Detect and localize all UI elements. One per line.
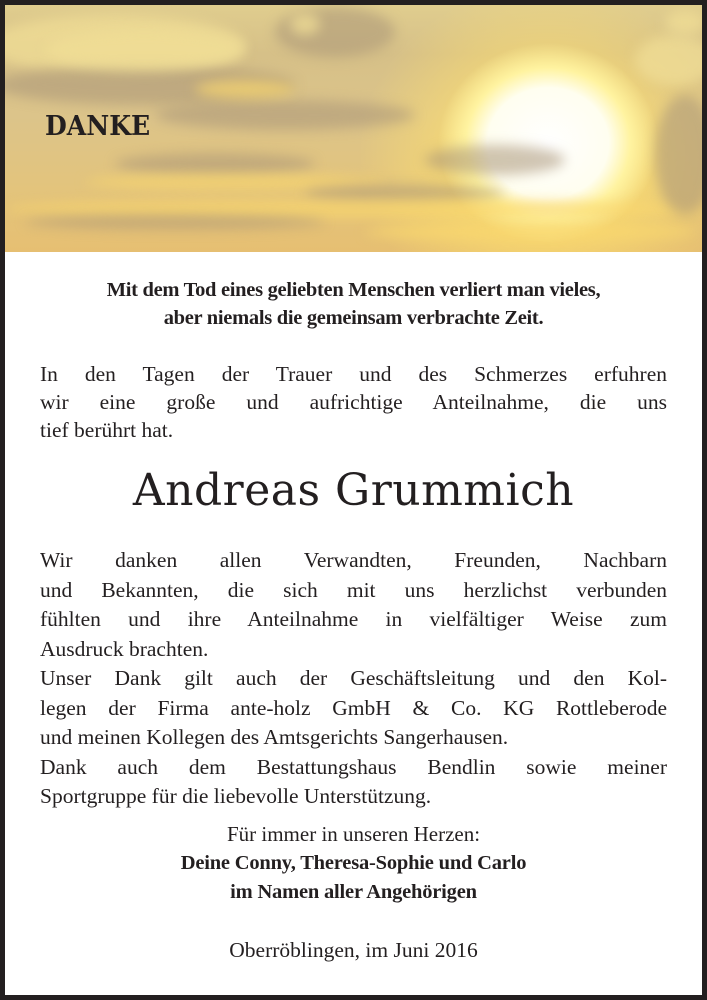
cloud-shape xyxy=(655,95,702,215)
signers: Deine Conny, Theresa-Sophie und Carlo xyxy=(180,852,527,874)
cloud-shape xyxy=(45,30,245,70)
cloud-shape xyxy=(195,80,295,98)
intro-line: tief berührt hat. xyxy=(40,418,174,442)
motto-line: Mit dem Tod eines geliebten Menschen verliert man vieles, xyxy=(106,279,601,301)
cloud-shape xyxy=(365,223,695,241)
cloud-shape xyxy=(155,100,415,130)
body-line: und Bekannten, die sich mit uns herzlichst verbunden xyxy=(40,577,667,602)
body-line: Ausdruck brachten. xyxy=(40,636,209,661)
body-line: fühlten und ihre Anteilnahme in vielfältiger Weise zum xyxy=(40,607,667,631)
motto-quote xyxy=(35,276,672,332)
body-line: und meinen Kollegen des Amtsgerichts Sangerhausen. xyxy=(40,725,509,749)
cloud-shape xyxy=(25,215,325,229)
cloud-shape xyxy=(635,35,702,85)
body-line: Wir danken allen Verwandten, Freunden, Nachbarn xyxy=(40,548,667,572)
cloud-shape xyxy=(665,10,702,35)
deceased-name: Andreas Grummich xyxy=(132,465,575,516)
intro-line: In den Tagen der Trauer und des Schmerzes erfuhren xyxy=(40,362,667,386)
banner-title: DANKE xyxy=(45,111,151,142)
body-line: Unser Dank gilt auch der Geschäftsleitung und den Kol- xyxy=(40,666,667,690)
intro-paragraph xyxy=(40,360,667,444)
cloud-shape xyxy=(290,13,320,35)
thanks-paragraph xyxy=(40,546,667,812)
body-line: Sportgruppe für die liebevolle Unterstützung. xyxy=(40,784,432,808)
motto-line: aber niemals die gemeinsam verbrachte Zeit. xyxy=(163,307,544,329)
on-behalf-line: im Namen aller Angehörigen xyxy=(230,881,477,903)
closing-block xyxy=(5,820,702,907)
cloud-shape xyxy=(425,145,565,175)
cloud-shape xyxy=(275,7,395,57)
sunset-banner-image xyxy=(5,5,702,252)
cloud-shape xyxy=(115,153,315,175)
intro-line: wir eine große und aufrichtige Anteilnahme, die uns xyxy=(40,390,667,414)
notice-frame xyxy=(5,5,702,995)
closing-line: Für immer in unseren Herzen: xyxy=(226,822,481,846)
body-line: Dank auch dem Bestattungshaus Bendlin sowie meiner xyxy=(40,754,667,779)
body-line: legen der Firma ante-holz GmbH & Co. KG Rottleberode xyxy=(40,695,667,720)
place-and-date: Oberröblingen, im Juni 2016 xyxy=(229,938,478,962)
